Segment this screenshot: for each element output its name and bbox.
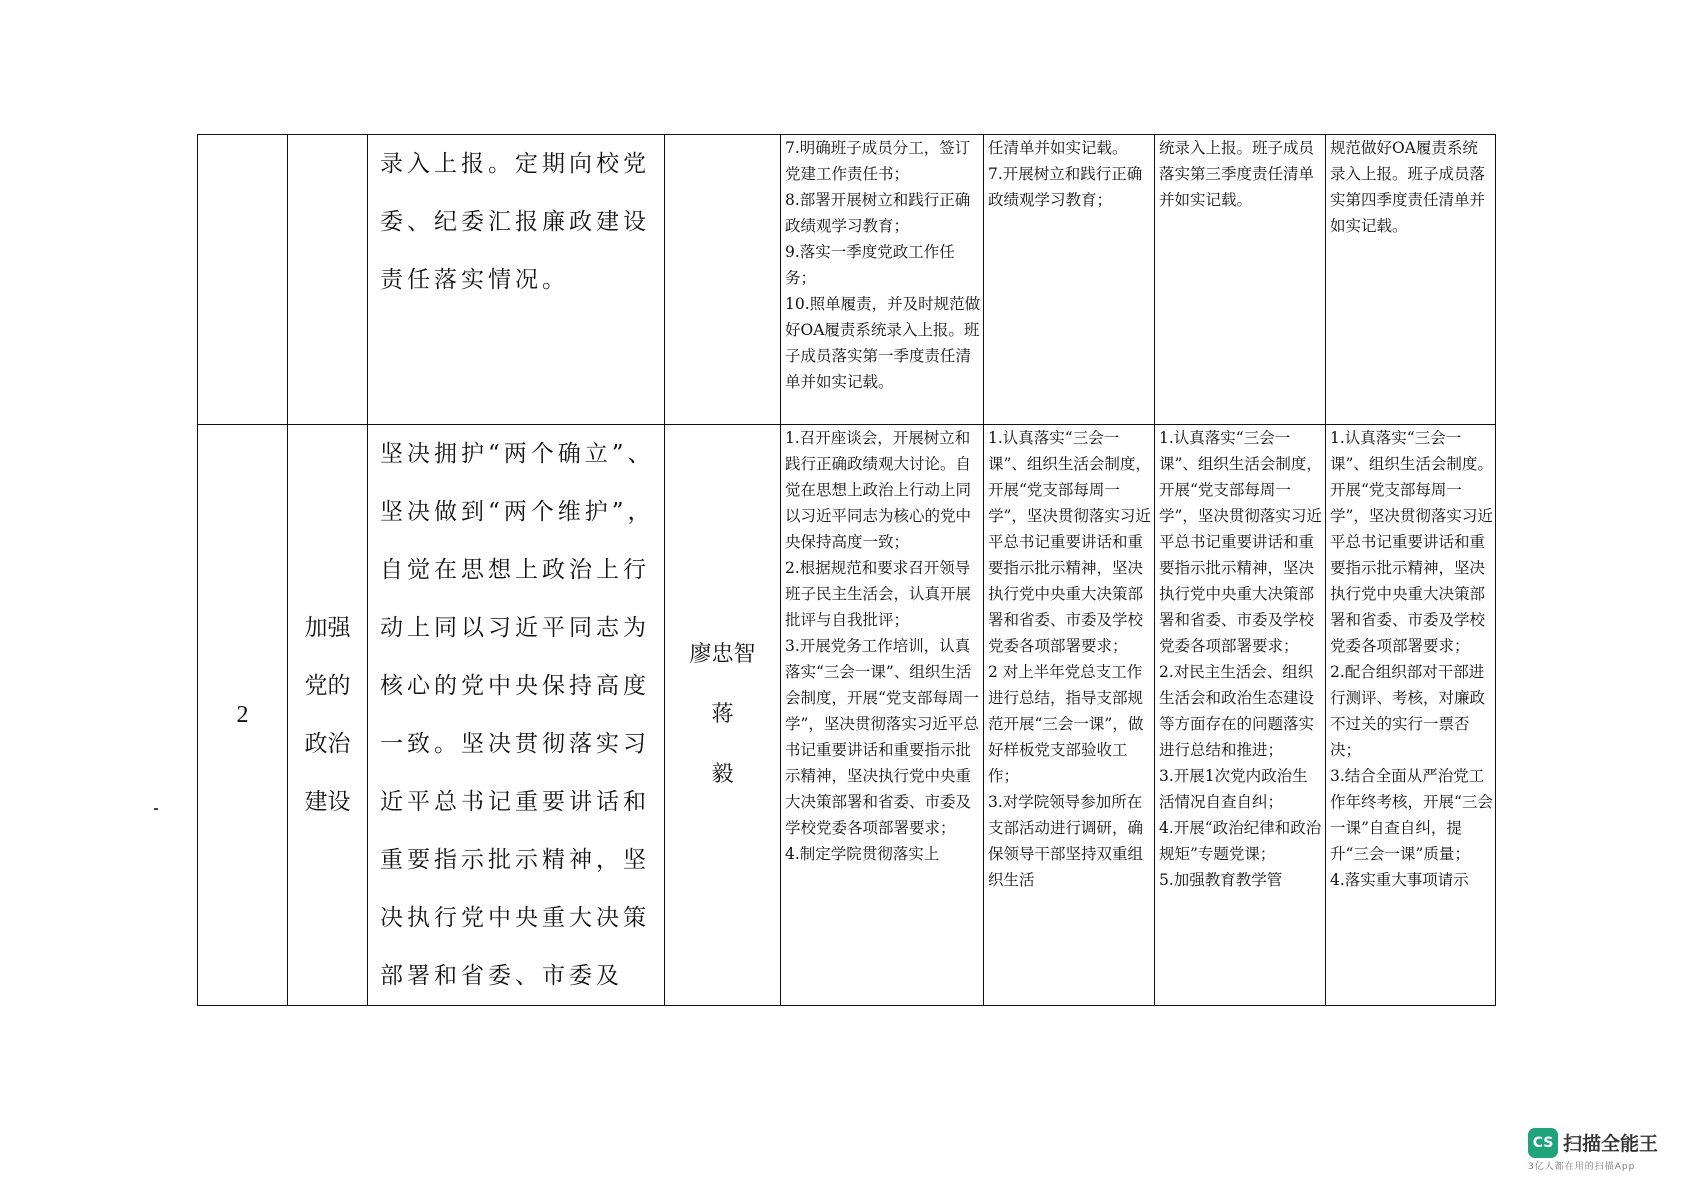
- q3-task-cell: 1.认真落实“三会一课”、组织生活会制度，开展“党支部每周一学”，坚决贯彻落实习近平总书记重要讲话和重要指示批示精神，坚决执行党中央重大决策部署和省委、市委及学校党委各项部署要求； 2.对民主生活会、组织生活会和政治生态建设等方面存在的问题落实进行总结和推进； 3.开展1次党内政治生活情况自查自纠； 4.开展“政治纪律和政治规矩”专题党课； 5.加强教育教学管: [1155, 425, 1326, 1006]
- q1-task-cell: 1.召开座谈会，开展树立和践行正确政绩观大讨论。自觉在思想上政治上行动上同以习近平同志为核心的党中央保持高度一致； 2.根据规范和要求召开领导班子民主生活会，认真开展批评与自我批评； 3.开展党务工作培训，认真落实“三会一课”、组织生活会制度，开展“党支部每周一学”，坚决贯彻落实习近平总书记重要讲话和重要指示批示精神，坚决执行党中央重大决策部署和省委、市委及学校党委各项部署要求； 4.制定学院贯彻落实上: [781, 425, 984, 1006]
- category-line: 加强: [304, 615, 351, 641]
- q3-task-cell: 统录入上报。班子成员落实第三季度责任清单并如实记载。: [1155, 135, 1326, 425]
- owner-name: 廖忠智: [689, 642, 756, 667]
- owner-cell: [665, 135, 781, 425]
- work-plan-table: [197, 134, 1496, 1006]
- table-row: [198, 425, 1496, 1006]
- q2-task-cell: 1.认真落实“三会一课”、组织生活会制度，开展“党支部每周一学”，坚决贯彻落实习近平总书记重要讲话和重要指示批示精神，坚决执行党中央重大决策部署和省委、市委及学校党委各项部署要求； 2 对上半年党总支工作进行总结，指导支部规范开展“三会一课”，做好样板党支部验收工作； 3.对学院领导参加所在支部活动进行调研，确保领导干部坚持双重组织生活: [984, 425, 1155, 1006]
- category-line: 建设: [304, 789, 351, 815]
- watermark-subtitle: 3亿人都在用的扫描App: [1528, 1162, 1636, 1172]
- requirement-cell: 坚决拥护“两个确立”、坚决做到“两个维护”，自觉在思想上政治上行动上同以习近平同志为核心的党中央保持高度一致。坚决贯彻落实习近平总书记重要讲话和重要指示批示精神，坚决执行党中央重大决策部署和省委、市委及: [368, 425, 665, 1006]
- watermark-title: 扫描全能王: [1563, 1133, 1659, 1155]
- category-line: 党的: [304, 673, 351, 699]
- q4-task-cell: 规范做好OA履责系统录入上报。班子成员落实第四季度责任清单并如实记载。: [1326, 135, 1496, 425]
- row-number-cell: 2: [198, 425, 288, 1006]
- scan-speck: [154, 808, 158, 810]
- q4-task-cell: 1.认真落实“三会一课”、组织生活会制度。开展“党支部每周一学”，坚决贯彻落实习近平总书记重要讲话和重要指示批示精神，坚决执行党中央重大决策部署和省委、市委及学校党委各项部署要求； 2.配合组织部对干部进行测评、考核，对廉政不过关的实行一票否决； 3.结合全面从严治党工作年终考核，开展“三会一课”自查自纠，提升“三会一课”质量； 4.落实重大事项请示: [1326, 425, 1496, 1006]
- q1-task-cell: 7.明确班子成员分工，签订党建工作责任书； 8.部署开展树立和践行正确政绩观学习教育； 9.落实一季度党政工作任务； 10.照单履责，并及时规范做好OA履责系统录入上报。班子成员落实第一季度责任清单并如实记载。: [781, 135, 984, 425]
- category-cell: [288, 135, 368, 425]
- category-cell: [288, 425, 368, 1006]
- requirement-cell: 录入上报。定期向校党委、纪委汇报廉政建设责任落实情况。: [368, 135, 665, 425]
- row-number-cell: [198, 135, 288, 425]
- scanner-watermark: [1528, 1128, 1678, 1172]
- category-line: 政治: [304, 731, 351, 757]
- owner-cell: [665, 425, 781, 1006]
- owner-name: 蒋毅: [711, 702, 762, 787]
- q2-task-cell: 任清单并如实记载。 7.开展树立和践行正确政绩观学习教育；: [984, 135, 1155, 425]
- table-row: [198, 135, 1496, 425]
- camscanner-icon: CS: [1528, 1128, 1558, 1158]
